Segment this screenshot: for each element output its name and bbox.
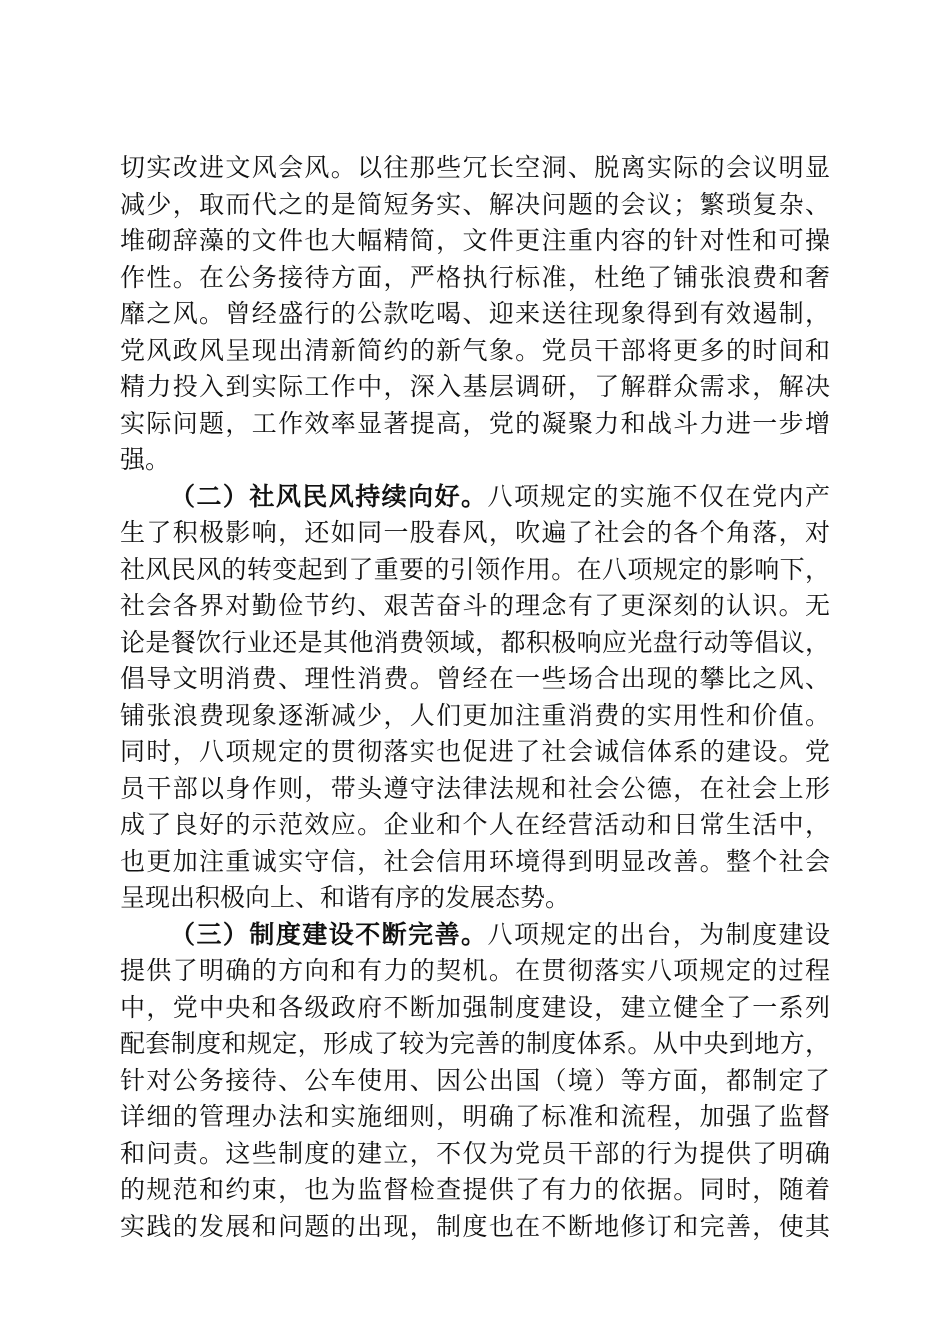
text-line: 铺张浪费现象逐渐减少，人们更加注重消费的实用性和价值。	[120, 700, 830, 730]
text-line: 和问责。这些制度的建立，不仅为党员干部的行为提供了明确	[120, 1138, 830, 1168]
text-line: 社风民风的转变起到了重要的引领作用。在八项规定的影响下，	[120, 554, 830, 584]
text-line: 生了积极影响，还如同一股春风，吹遍了社会的各个角落，对	[120, 518, 830, 547]
body-text	[120, 150, 830, 1245]
text-line: 员干部以身作则，带头遵守法律法规和社会公德，在社会上形	[120, 773, 830, 803]
text-line: 论是餐饮行业还是其他消费领域，都积极响应光盘行动等倡议，	[120, 627, 830, 657]
text-line: 精力投入到实际工作中，深入基层调研，了解群众需求，解决	[120, 372, 830, 401]
text-line: 靡之风。曾经盛行的公款吃喝、迎来送往现象得到有效遏制，	[120, 299, 830, 328]
text-line: 减少，取而代之的是简短务实、解决问题的会议；繁琐复杂、	[120, 189, 830, 219]
text-line: 的规范和约束，也为监督检查提供了有力的依据。同时，随着	[120, 1175, 830, 1204]
text-line: 详细的管理办法和实施细则，明确了标准和流程，加强了监督	[120, 1102, 830, 1131]
text-line: 实践的发展和问题的出现，制度也在不断地修订和完善，使其	[120, 1211, 830, 1241]
text-line: 针对公务接待、公车使用、因公出国（境）等方面，都制定了	[120, 1065, 830, 1095]
text-run: 八项规定的实施不仅在党内产	[487, 481, 830, 511]
text-line: 同时，八项规定的贯彻落实也促进了社会诚信体系的建设。党	[120, 737, 830, 766]
text-line: 成了良好的示范效应。企业和个人在经营活动和日常生活中，	[120, 810, 830, 839]
text-line: 强。	[120, 445, 171, 474]
paragraph-first-line	[120, 917, 830, 954]
section-heading: （三）制度建设不断完善。	[170, 919, 488, 949]
text-line: 配套制度和规定，形成了较为完善的制度体系。从中央到地方，	[120, 1029, 830, 1058]
text-line: 切实改进文风会风。以往那些冗长空洞、脱离实际的会议明显	[120, 153, 830, 182]
section-heading: （二）社风民风持续向好。	[170, 481, 488, 511]
text-line: 党风政风呈现出清新简约的新气象。党员干部将更多的时间和	[120, 335, 830, 365]
text-line: 呈现出积极向上、和谐有序的发展态势。	[120, 883, 571, 912]
paragraph-first-line	[120, 479, 830, 516]
paragraph-3	[120, 917, 830, 1246]
paragraph-2	[120, 479, 830, 917]
text-line: 也更加注重诚实守信，社会信用环境得到明显改善。整个社会	[120, 846, 830, 876]
text-line: 实际问题，工作效率显著提高，党的凝聚力和战斗力进一步增	[120, 408, 830, 438]
text-line: 中，党中央和各级政府不断加强制度建设，建立健全了一系列	[120, 992, 830, 1022]
text-run: 八项规定的出台，为制度建设	[487, 919, 830, 949]
text-line: 倡导文明消费、理性消费。曾经在一些场合出现的攀比之风、	[120, 664, 830, 693]
text-line: 作性。在公务接待方面，严格执行标准，杜绝了铺张浪费和奢	[120, 262, 830, 292]
paragraph-1	[120, 150, 830, 479]
text-line: 堆砌辞藻的文件也大幅精简，文件更注重内容的针对性和可操	[120, 226, 830, 255]
text-line: 提供了明确的方向和有力的契机。在贯彻落实八项规定的过程	[120, 956, 830, 985]
text-line: 社会各界对勤俭节约、艰苦奋斗的理念有了更深刻的认识。无	[120, 591, 830, 620]
